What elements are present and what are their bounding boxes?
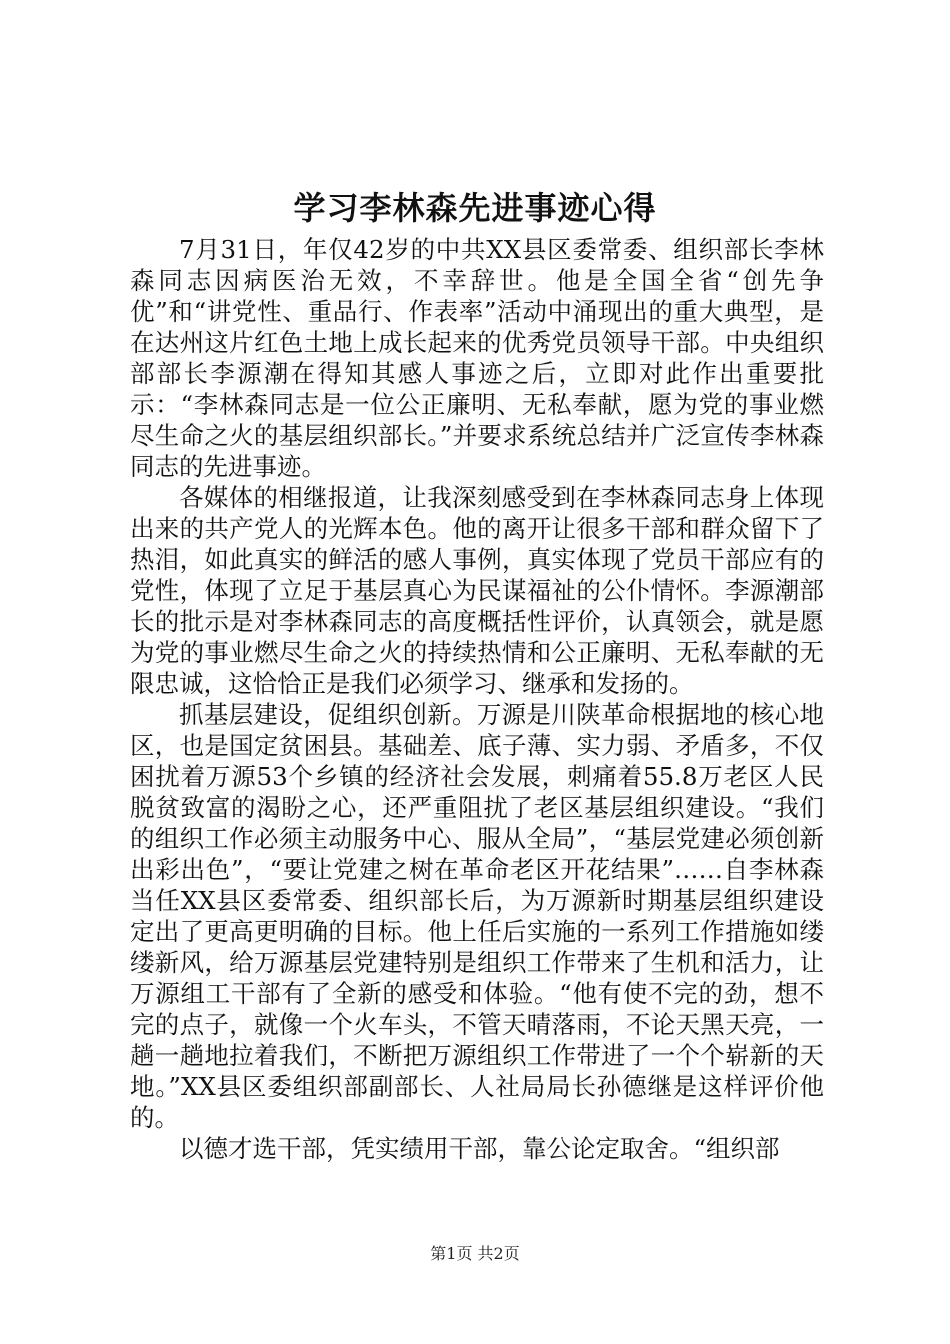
- paragraph: 抓基层建设，促组织创新。万源是川陕革命根据地的核心地区，也是国定贫困县。基础差、底子薄、实力弱、矛盾多，不仅困扰着万源53个乡镇的经济社会发展，刺痛着55.8万老区人民脱贫致富的渴盼之心，还严重阻扰了老区基层组织建设。“我们的组织工作必须主动服务中心、服从全局”，“基层党建必须创新出彩出色”，“要让党建之树在革命老区开花结果”……自李林森当任XX县区委常委、组织部长后，为万源新时期基层组织建设定出了更高更明确的目标。他上任后实施的一系列工作措施如缕缕新风，给万源基层党建特别是组织工作带来了生机和活力，让万源组工干部有了全新的感受和体验。“他有使不完的劲，想不完的点子，就像一个火车头，不管天晴落雨，不论天黑天亮，一趟一趟地拉着我们，不断把万源组织工作带进了一个个崭新的天地。”XX县区委组织部副部长、人社局局长孙德继是这样评价他的。: [130, 700, 824, 1132]
- page-number-footer: 第1页 共2页: [430, 1244, 520, 1263]
- paragraph: 以德才选干部，凭实绩用干部，靠公论定取舍。“组织部: [179, 1134, 780, 1163]
- paragraph: 各媒体的相继报道，让我深刻感受到在李林森同志身上体现出来的共产党人的光辉本色。他的离开让很多干部和群众留下了热泪，如此真实的鲜活的感人事例，真实体现了党员干部应有的党性，体现了立足于基层真心为民谋福祉的公仆情怀。李源潮部长的批示是对李林森同志的高度概括性评价，认真领会，就是愿为党的事业燃尽生命之火的持续热情和公正廉明、无私奉献的无限忠诚，这恰恰正是我们必须学习、继承和发扬的。: [130, 483, 824, 698]
- document-body: [130, 234, 824, 1164]
- document-title: 学习李林森先进事迹心得: [293, 189, 657, 227]
- paragraph: 7月31日，年仅42岁的中共XX县区委常委、组织部长李林森同志因病医治无效，不幸辞世。他是全国全省“创先争优”和“讲党性、重品行、作表率”活动中涌现出的重大典型，是在达州这片红色土地上成长起来的优秀党员领导干部。中央组织部部长李源潮在得知其感人事迹之后，立即对此作出重要批示：“李林森同志是一位公正廉明、无私奉献，愿为党的事业燃尽生命之火的基层组织部长。”并要求系统总结并广泛宣传李林森同志的先进事迹。: [130, 235, 824, 481]
